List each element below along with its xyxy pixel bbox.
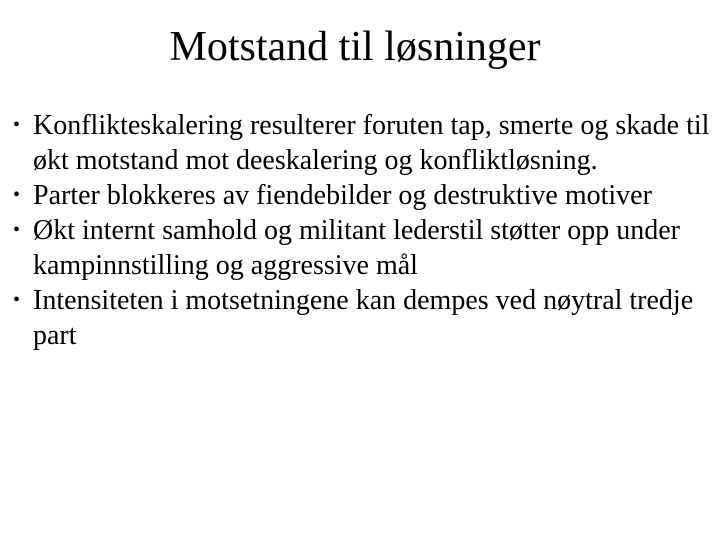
bullet-item (0, 108, 712, 178)
bullet-icon: • (12, 289, 20, 311)
bullet-text: Intensiteten i motsetningene kan dempes ved nøytral tredje part (33, 285, 694, 351)
bullet-text: Parter blokkeres av fiendebilder og destruktive motiver (33, 180, 652, 211)
bullet-item (0, 178, 712, 213)
bullet-text: Økt internt samhold og militant lederstil støtter opp under kampinnstilling og aggressive mål (33, 215, 681, 281)
bullet-icon: • (12, 114, 20, 136)
bullet-item (0, 283, 712, 353)
slide-title: Motstand til løsninger (169, 24, 541, 70)
bullet-icon: • (12, 184, 20, 206)
bullet-text: Konflikteskalering resulterer foruten tap, smerte og skade til økt motstand mot deeskalering og konfliktløsning. (33, 110, 710, 176)
bullet-list (0, 108, 712, 353)
bullet-item (0, 213, 712, 283)
bullet-icon: • (12, 219, 20, 241)
